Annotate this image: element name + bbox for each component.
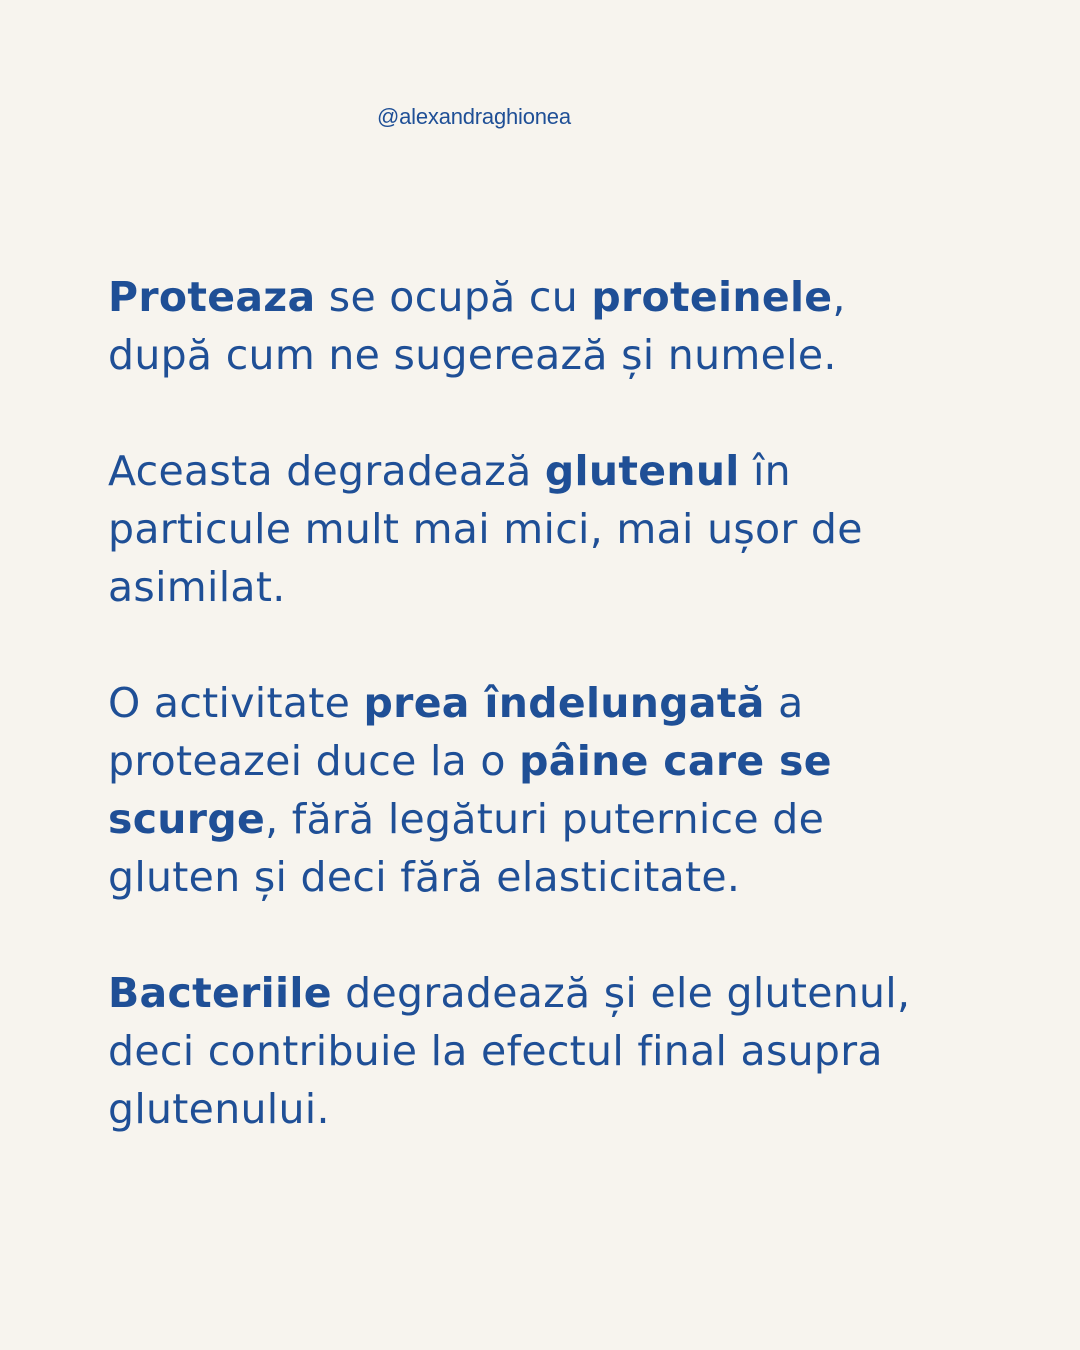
text-segment: asimilat. [108,563,286,611]
paragraph-line [108,268,1008,326]
paragraph-line [108,326,1008,384]
bold-text-segment: proteinele [591,273,833,321]
bold-text-segment: prea îndelungată [363,679,765,727]
bold-text-segment: Proteaza [108,273,316,321]
paragraph-3 [108,674,1008,906]
text-segment: Aceasta degradează [108,447,545,495]
text-segment: proteazei duce la o [108,737,520,785]
text-segment: în [739,447,791,495]
paragraph-line [108,500,1008,558]
paragraph-line [108,964,1008,1022]
text-segment: degradează și ele glutenul, [331,969,911,1017]
bold-text-segment: scurge [108,795,266,843]
bold-text-segment: Bacteriile [108,969,332,1017]
paragraph-2 [108,442,1008,616]
text-segment: după cum ne sugerează și numele. [108,331,837,379]
paragraph-line [108,1080,1008,1138]
text-segment: gluten și deci fără elasticitate. [108,853,741,901]
paragraph-4 [108,964,1008,1138]
author-handle: @alexandraghionea [377,104,571,129]
bold-text-segment: pâine care se [519,737,832,785]
text-segment: deci contribuie la efectul final asupra [108,1027,883,1075]
paragraph-line [108,558,1008,616]
paragraph-line [108,848,1008,906]
text-segment: , fără legături puternice de [265,795,825,843]
paragraph-line [108,1022,1008,1080]
text-segment: se ocupă cu [315,273,592,321]
text-segment: a [764,679,804,727]
paragraph-line [108,674,1008,732]
text-segment: glutenului. [108,1085,330,1133]
paragraph-1 [108,268,1008,384]
text-segment: , [832,273,846,321]
text-segment: O activitate [108,679,364,727]
body-text [108,268,1008,1138]
paragraph-line [108,790,1008,848]
text-segment: particule mult mai mici, mai ușor de [108,505,863,553]
paragraph-line [108,442,1008,500]
paragraph-line [108,732,1008,790]
bold-text-segment: glutenul [544,447,740,495]
